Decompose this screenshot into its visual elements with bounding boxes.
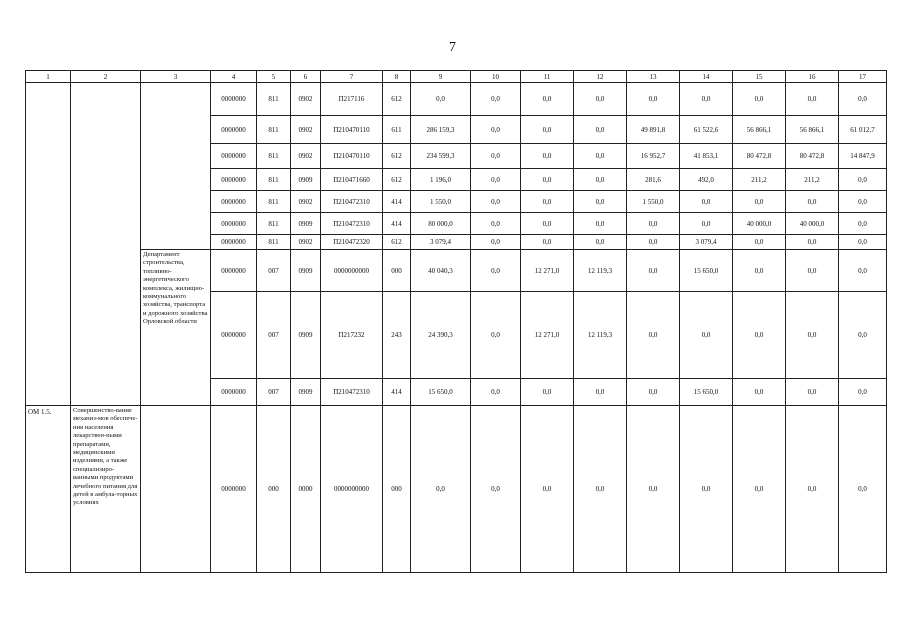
table-cell: 612 xyxy=(383,169,411,191)
table-cell: 0,0 xyxy=(680,213,733,235)
table-cell: 56 866,1 xyxy=(733,116,786,144)
header-row xyxy=(26,71,887,83)
table-cell: 0,0 xyxy=(786,292,839,379)
table-cell: 41 853,1 xyxy=(680,144,733,169)
merged-cell-col1 xyxy=(26,83,71,406)
table-cell: 0,0 xyxy=(521,116,574,144)
table-cell: П210470110 xyxy=(321,144,383,169)
table-cell: 007 xyxy=(257,379,291,406)
table-cell: 0,0 xyxy=(680,191,733,213)
table-cell: 0,0 xyxy=(733,292,786,379)
table-body xyxy=(26,83,887,573)
table-cell: 0000000000 xyxy=(321,406,383,573)
column-header: 16 xyxy=(786,71,839,83)
table-row xyxy=(26,406,887,573)
table-cell: 61 012,7 xyxy=(839,116,887,144)
table-cell: 0,0 xyxy=(627,250,680,292)
table-cell: 0,0 xyxy=(471,250,521,292)
table-cell: 1 550,0 xyxy=(627,191,680,213)
column-header: 9 xyxy=(411,71,471,83)
table-cell: 0,0 xyxy=(471,292,521,379)
column-header: 2 xyxy=(71,71,141,83)
table-cell: 40 000,0 xyxy=(733,213,786,235)
department-name: Департамент строительства, топливно-энергетического комплекса, жилищно-коммунального хозяйства, транспорта и дорожного хозяйства Орловской области xyxy=(141,250,211,406)
table-cell: 3 079,4 xyxy=(411,235,471,250)
table-cell: 0,0 xyxy=(471,144,521,169)
table-cell: 0,0 xyxy=(521,83,574,116)
table-cell: 0,0 xyxy=(471,379,521,406)
column-header: 7 xyxy=(321,71,383,83)
column-header: 3 xyxy=(141,71,211,83)
table-cell: 0000000000 xyxy=(321,250,383,292)
table-cell: 0,0 xyxy=(839,379,887,406)
merged-cell-col2 xyxy=(71,83,141,406)
table-cell: 0,0 xyxy=(574,191,627,213)
table-cell: 15 650,0 xyxy=(680,379,733,406)
table-cell: 0,0 xyxy=(627,292,680,379)
table-cell: 61 522,6 xyxy=(680,116,733,144)
table-cell: 0,0 xyxy=(574,144,627,169)
table-cell: 0,0 xyxy=(786,83,839,116)
table-cell: 24 390,3 xyxy=(411,292,471,379)
table-cell: 0,0 xyxy=(471,83,521,116)
column-header: 12 xyxy=(574,71,627,83)
table-row xyxy=(26,83,887,116)
table-cell: 0,0 xyxy=(733,83,786,116)
budget-table xyxy=(25,70,887,573)
table-cell: 234 599,3 xyxy=(411,144,471,169)
measure-title: Совершенство-вание механиз-мов обеспече-ния населения лекарствен-ными препаратами, медицинскими изделиями, а также специализиро-ванными продуктами лечебного питания для детей в амбула-торных условиях xyxy=(71,406,141,573)
table-cell: 0,0 xyxy=(627,406,680,573)
table-cell: П210472310 xyxy=(321,379,383,406)
table-cell: 286 159,3 xyxy=(411,116,471,144)
table-cell: 80 472,8 xyxy=(733,144,786,169)
table-cell: 0,0 xyxy=(471,406,521,573)
measure-executor xyxy=(141,406,211,573)
table-cell: 1 550,0 xyxy=(411,191,471,213)
table-cell: 1 196,0 xyxy=(411,169,471,191)
table-cell: 811 xyxy=(257,116,291,144)
table-cell: 211,2 xyxy=(786,169,839,191)
table-cell: 0,0 xyxy=(733,250,786,292)
table-cell: 0909 xyxy=(291,169,321,191)
table-cell: 14 847,9 xyxy=(839,144,887,169)
table-cell: 0902 xyxy=(291,144,321,169)
table-cell: 80 000,0 xyxy=(411,213,471,235)
table-cell: П217116 xyxy=(321,83,383,116)
table-cell: П210472320 xyxy=(321,235,383,250)
table-cell: 0,0 xyxy=(839,406,887,573)
table-cell: 0902 xyxy=(291,191,321,213)
table-cell: 0902 xyxy=(291,116,321,144)
table-cell: 000 xyxy=(257,406,291,573)
table-cell: 007 xyxy=(257,292,291,379)
table-cell: 0,0 xyxy=(574,406,627,573)
column-header: 17 xyxy=(839,71,887,83)
column-header: 11 xyxy=(521,71,574,83)
table-cell: 0,0 xyxy=(680,406,733,573)
table-cell: 15 650,0 xyxy=(411,379,471,406)
table-cell: 0000000 xyxy=(211,144,257,169)
table-cell: 0,0 xyxy=(521,379,574,406)
measure-code: ОМ 1.5. xyxy=(26,406,71,573)
table-row xyxy=(26,250,887,292)
merged-cell-col3 xyxy=(141,83,211,250)
table-cell: 811 xyxy=(257,213,291,235)
table-cell: 811 xyxy=(257,235,291,250)
table-cell: 0,0 xyxy=(574,379,627,406)
table-cell: 0,0 xyxy=(786,191,839,213)
table-cell: 811 xyxy=(257,83,291,116)
table-cell: 80 472,8 xyxy=(786,144,839,169)
table-cell: 0,0 xyxy=(574,83,627,116)
page-number: 7 xyxy=(449,40,456,55)
table-cell: 0,0 xyxy=(839,213,887,235)
table-cell: 0,0 xyxy=(521,144,574,169)
table-cell: 0000000 xyxy=(211,191,257,213)
table-cell: 0,0 xyxy=(786,235,839,250)
table-cell: 0,0 xyxy=(839,169,887,191)
table-cell: 0000000 xyxy=(211,292,257,379)
table-cell: 0000000 xyxy=(211,83,257,116)
table-cell: 12 271,0 xyxy=(521,292,574,379)
table-cell: 0,0 xyxy=(471,116,521,144)
table-cell: 492,0 xyxy=(680,169,733,191)
table-cell: 0,0 xyxy=(680,83,733,116)
table-cell: 612 xyxy=(383,144,411,169)
table-cell: 414 xyxy=(383,213,411,235)
table-cell: 281,6 xyxy=(627,169,680,191)
table-cell: 0,0 xyxy=(471,235,521,250)
table-cell: П210472310 xyxy=(321,213,383,235)
table-cell: 0000000 xyxy=(211,235,257,250)
table-cell: 0,0 xyxy=(574,169,627,191)
table-cell: 12 271,0 xyxy=(521,250,574,292)
table-cell: 612 xyxy=(383,235,411,250)
table-cell: 40 040,3 xyxy=(411,250,471,292)
table-cell: 0000000 xyxy=(211,116,257,144)
column-header: 5 xyxy=(257,71,291,83)
table-cell: 40 000,0 xyxy=(786,213,839,235)
table-cell: П210471660 xyxy=(321,169,383,191)
column-header: 14 xyxy=(680,71,733,83)
table-cell: 0909 xyxy=(291,213,321,235)
table-cell: 811 xyxy=(257,144,291,169)
table-cell: 0000000 xyxy=(211,379,257,406)
table-cell: 0,0 xyxy=(574,213,627,235)
table-cell: 0909 xyxy=(291,379,321,406)
table-cell: 12 119,3 xyxy=(574,250,627,292)
table-cell: 0000000 xyxy=(211,213,257,235)
table-cell: 0,0 xyxy=(680,292,733,379)
column-header: 4 xyxy=(211,71,257,83)
table-cell: 0,0 xyxy=(839,235,887,250)
table-header xyxy=(26,71,887,83)
table-cell: 211,2 xyxy=(733,169,786,191)
table-cell: 0,0 xyxy=(733,379,786,406)
table-cell: 0,0 xyxy=(839,292,887,379)
column-header: 6 xyxy=(291,71,321,83)
table-cell: 0902 xyxy=(291,235,321,250)
table-cell: 3 079,4 xyxy=(680,235,733,250)
table-cell: 0,0 xyxy=(627,83,680,116)
table-cell: 0902 xyxy=(291,83,321,116)
table-cell: 0000000 xyxy=(211,169,257,191)
table-cell: 0,0 xyxy=(786,406,839,573)
table-cell: 49 891,8 xyxy=(627,116,680,144)
table-cell: 0,0 xyxy=(411,406,471,573)
table-cell: 811 xyxy=(257,169,291,191)
table-cell: 0,0 xyxy=(574,235,627,250)
table-cell: 0,0 xyxy=(627,213,680,235)
table-cell: 414 xyxy=(383,379,411,406)
table-cell: 0000000 xyxy=(211,406,257,573)
table-cell: 0,0 xyxy=(471,191,521,213)
table-cell: 414 xyxy=(383,191,411,213)
table-cell: 0,0 xyxy=(733,191,786,213)
table-cell: 0,0 xyxy=(521,191,574,213)
table-cell: 0000 xyxy=(291,406,321,573)
table-cell: 0,0 xyxy=(839,83,887,116)
table-cell: 0,0 xyxy=(733,406,786,573)
column-header: 1 xyxy=(26,71,71,83)
table-cell: 0909 xyxy=(291,292,321,379)
table-cell: 007 xyxy=(257,250,291,292)
table-cell: 243 xyxy=(383,292,411,379)
table-cell: 0,0 xyxy=(521,169,574,191)
table-cell: 0909 xyxy=(291,250,321,292)
table-cell: 0,0 xyxy=(839,250,887,292)
table-cell: 0,0 xyxy=(471,169,521,191)
table-cell: 811 xyxy=(257,191,291,213)
table-cell: 56 866,1 xyxy=(786,116,839,144)
table-cell: 16 952,7 xyxy=(627,144,680,169)
table-cell: 0,0 xyxy=(574,116,627,144)
table-cell: 15 650,0 xyxy=(680,250,733,292)
table-cell: 0,0 xyxy=(786,250,839,292)
table-cell: П210472310 xyxy=(321,191,383,213)
table-cell: 0,0 xyxy=(733,235,786,250)
table-cell: 0,0 xyxy=(521,235,574,250)
table-cell: 611 xyxy=(383,116,411,144)
table-cell: 0,0 xyxy=(521,406,574,573)
column-header: 13 xyxy=(627,71,680,83)
table-cell: 0,0 xyxy=(521,213,574,235)
column-header: 15 xyxy=(733,71,786,83)
table-cell: П217232 xyxy=(321,292,383,379)
column-header: 10 xyxy=(471,71,521,83)
table-cell: 000 xyxy=(383,250,411,292)
table-cell: 0000000 xyxy=(211,250,257,292)
table-cell: 12 119,3 xyxy=(574,292,627,379)
column-header: 8 xyxy=(383,71,411,83)
table-cell: П210470110 xyxy=(321,116,383,144)
table-cell: 000 xyxy=(383,406,411,573)
table-cell: 612 xyxy=(383,83,411,116)
table-cell: 0,0 xyxy=(411,83,471,116)
table-cell: 0,0 xyxy=(786,379,839,406)
table-cell: 0,0 xyxy=(627,379,680,406)
table-cell: 0,0 xyxy=(471,213,521,235)
table-cell: 0,0 xyxy=(627,235,680,250)
table-cell: 0,0 xyxy=(839,191,887,213)
